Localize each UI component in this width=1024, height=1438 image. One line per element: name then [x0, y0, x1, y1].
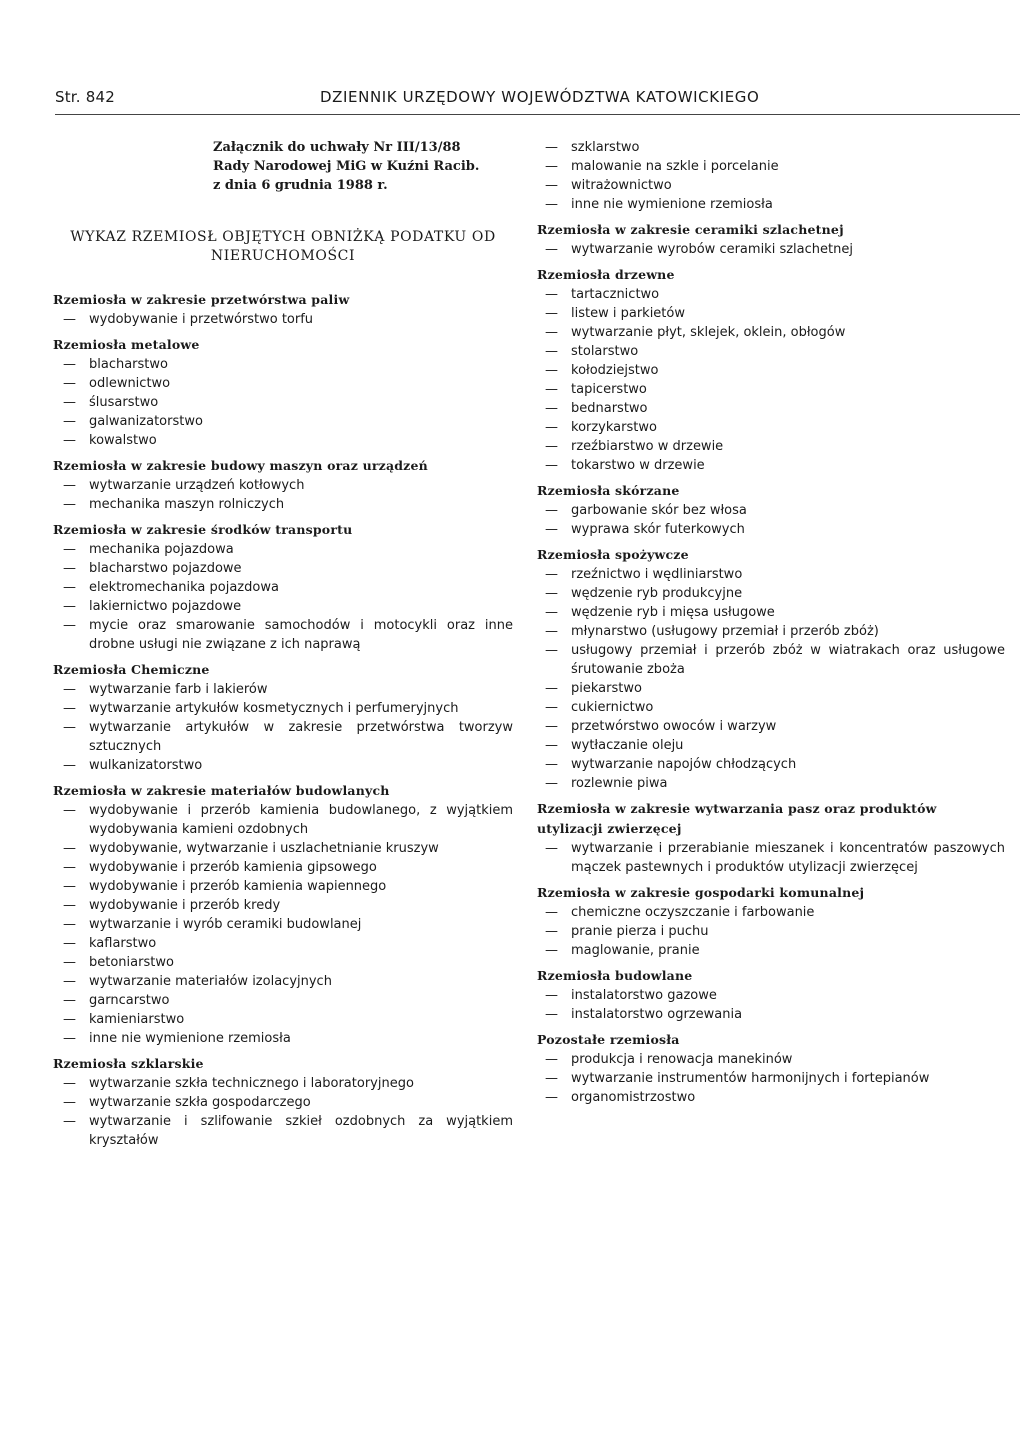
craft-item: — listew i parkietów	[537, 304, 1005, 323]
craft-list	[537, 138, 1005, 214]
craft-item: — wytwarzanie artykułów kosmetycznych i perfumeryjnych	[53, 699, 513, 718]
craft-list	[537, 240, 1005, 259]
craft-item: — rzeźnictwo i wędliniarstwo	[537, 565, 1005, 584]
craft-item: — wędzenie ryb i mięsa usługowe	[537, 603, 1005, 622]
craft-list	[53, 540, 513, 654]
section-heading: Rzemiosła spożywcze	[537, 547, 689, 562]
craft-item: — wytłaczanie oleju	[537, 736, 1005, 755]
section-heading: Rzemiosła w zakresie materiałów budowlanych	[53, 783, 390, 798]
craft-item: — betoniarstwo	[53, 953, 513, 972]
craft-item: — ślusarstwo	[53, 393, 513, 412]
section-heading: Rzemiosła metalowe	[53, 337, 200, 352]
craft-item: — stolarstwo	[537, 342, 1005, 361]
craft-section	[53, 660, 513, 775]
craft-section	[537, 966, 1005, 1024]
craft-item: — blacharstwo	[53, 355, 513, 374]
section-heading: Rzemiosła w zakresie przetwórstwa paliw	[53, 292, 350, 307]
craft-item: — usługowy przemiał i przerób zbóż w wiatrakach oraz usługowe śrutowanie zboża	[537, 641, 1005, 679]
craft-item: — bednarstwo	[537, 399, 1005, 418]
section-heading: Rzemiosła drzewne	[537, 267, 675, 282]
craft-list	[53, 476, 513, 514]
craft-item: — wytwarzanie urządzeń kotłowych	[53, 476, 513, 495]
left-column	[53, 138, 513, 1156]
craft-item: — wyprawa skór futerkowych	[537, 520, 1005, 539]
craft-item: — kaflarstwo	[53, 934, 513, 953]
craft-item: — korzykarstwo	[537, 418, 1005, 437]
craft-section	[53, 456, 513, 514]
craft-section	[53, 290, 513, 329]
craft-item: — wytwarzanie materiałów izolacyjnych	[53, 972, 513, 991]
craft-section	[537, 265, 1005, 475]
craft-item: — odlewnictwo	[53, 374, 513, 393]
craft-item: — wulkanizatorstwo	[53, 756, 513, 775]
section-heading: Rzemiosła w zakresie budowy maszyn oraz urządzeń	[53, 458, 428, 473]
craft-list	[53, 1074, 513, 1150]
craft-item: — wydobywanie i przerób kamienia wapiennego	[53, 877, 513, 896]
craft-item: — przetwórstwo owoców i warzyw	[537, 717, 1005, 736]
attachment-line: Załącznik do uchwały Nr III/13/88	[213, 140, 461, 155]
craft-item: — inne nie wymienione rzemiosła	[53, 1029, 513, 1048]
document-title: WYKAZ RZEMIOSŁ OBJĘTYCH OBNIŻKĄ PODATKU OD NIERUCHOMOŚCI	[70, 229, 496, 264]
section-heading: Rzemiosła w zakresie gospodarki komunalnej	[537, 885, 865, 900]
craft-item: — lakiernictwo pojazdowe	[53, 597, 513, 616]
craft-item: — wytwarzanie napojów chłodzących	[537, 755, 1005, 774]
craft-section	[537, 138, 1005, 214]
craft-item: — tapicerstwo	[537, 380, 1005, 399]
section-heading: Rzemiosła Chemiczne	[53, 662, 210, 677]
section-heading: Rzemiosła w zakresie wytwarzania pasz oraz produktów utylizacji zwierzęcej	[537, 801, 937, 836]
craft-list	[537, 839, 1005, 877]
craft-section	[537, 799, 1005, 877]
craft-item: — galwanizatorstwo	[53, 412, 513, 431]
craft-item: — instalatorstwo ogrzewania	[537, 1005, 1005, 1024]
craft-item: — malowanie na szkle i porcelanie	[537, 157, 1005, 176]
craft-list	[537, 903, 1005, 960]
craft-item: — wytwarzanie farb i lakierów	[53, 680, 513, 699]
craft-item: — kołodziejstwo	[537, 361, 1005, 380]
craft-section	[537, 1030, 1005, 1107]
craft-section	[537, 481, 1005, 539]
craft-item: — wydobywanie i przerób kredy	[53, 896, 513, 915]
craft-item: — blacharstwo pojazdowe	[53, 559, 513, 578]
craft-item: — wytwarzanie artykułów w zakresie przetwórstwa tworzyw sztucznych	[53, 718, 513, 756]
craft-item: — szklarstwo	[537, 138, 1005, 157]
craft-section	[53, 1054, 513, 1150]
craft-item: — instalatorstwo gazowe	[537, 986, 1005, 1005]
craft-list	[537, 565, 1005, 793]
craft-item: — cukiernictwo	[537, 698, 1005, 717]
craft-list	[53, 680, 513, 775]
section-heading: Rzemiosła budowlane	[537, 968, 693, 983]
craft-item: — młynarstwo (usługowy przemiał i przerób zbóż)	[537, 622, 1005, 641]
right-sections	[537, 138, 1005, 1107]
page-header	[55, 88, 1020, 110]
craft-item: — wydobywanie i przerób kamienia gipsowego	[53, 858, 513, 877]
craft-list	[537, 501, 1005, 539]
section-heading: Rzemiosła w zakresie środków transportu	[53, 522, 353, 537]
craft-item: — kamieniarstwo	[53, 1010, 513, 1029]
craft-item: — wytwarzanie i wyrób ceramiki budowlanej	[53, 915, 513, 934]
craft-item: — wytwarzanie wyrobów ceramiki szlachetnej	[537, 240, 1005, 259]
craft-item: — wytwarzanie i szlifowanie szkieł ozdobnych za wyjątkiem kryształów	[53, 1112, 513, 1150]
craft-section	[537, 220, 1005, 259]
craft-section	[53, 520, 513, 654]
attachment-note	[213, 138, 513, 195]
craft-item: — wytwarzanie szkła gospodarczego	[53, 1093, 513, 1112]
craft-item: — piekarstwo	[537, 679, 1005, 698]
craft-section	[537, 883, 1005, 960]
attachment-line: Rady Narodowej MiG w Kuźni Racib.	[213, 159, 480, 174]
craft-section	[53, 335, 513, 450]
craft-item: — maglowanie, pranie	[537, 941, 1005, 960]
craft-section	[53, 781, 513, 1048]
page-number: Str. 842	[55, 88, 115, 106]
craft-item: — wytwarzanie instrumentów harmonijnych i fortepianów	[537, 1069, 1005, 1088]
craft-list	[537, 1050, 1005, 1107]
left-sections	[53, 290, 513, 1150]
craft-item: — produkcja i renowacja manekinów	[537, 1050, 1005, 1069]
craft-item: — rzeźbiarstwo w drzewie	[537, 437, 1005, 456]
craft-item: — witrażownictwo	[537, 176, 1005, 195]
craft-item: — wędzenie ryb produkcyjne	[537, 584, 1005, 603]
attachment-line: z dnia 6 grudnia 1988 r.	[213, 178, 388, 193]
right-column	[537, 138, 1005, 1113]
journal-title: DZIENNIK URZĘDOWY WOJEWÓDZTWA KATOWICKIEGO	[320, 88, 760, 106]
craft-item: — organomistrzostwo	[537, 1088, 1005, 1107]
craft-item: — wydobywanie, wytwarzanie i uszlachetnianie kruszyw	[53, 839, 513, 858]
section-heading: Rzemiosła skórzane	[537, 483, 680, 498]
craft-item: — tartacznictwo	[537, 285, 1005, 304]
craft-item: — mycie oraz smarowanie samochodów i motocykli oraz inne drobne usługi nie związane z ich naprawą	[53, 616, 513, 654]
craft-list	[537, 285, 1005, 475]
craft-item: — wytwarzanie i przerabianie mieszanek i koncentratów paszowych mączek pastewnych i produktów utylizacji zwierzęcej	[537, 839, 1005, 877]
section-heading: Rzemiosła w zakresie ceramiki szlachetnej	[537, 222, 844, 237]
craft-list	[53, 801, 513, 1048]
craft-item: — pranie pierza i puchu	[537, 922, 1005, 941]
craft-item: — inne nie wymienione rzemiosła	[537, 195, 1005, 214]
section-heading: Rzemiosła szklarskie	[53, 1056, 204, 1071]
craft-item: — wytwarzanie szkła technicznego i laboratoryjnego	[53, 1074, 513, 1093]
craft-item: — garbowanie skór bez włosa	[537, 501, 1005, 520]
header-rule	[55, 114, 1020, 115]
craft-item: — kowalstwo	[53, 431, 513, 450]
section-heading: Pozostałe rzemiosła	[537, 1032, 680, 1047]
craft-item: — chemiczne oczyszczanie i farbowanie	[537, 903, 1005, 922]
craft-item: — elektromechanika pojazdowa	[53, 578, 513, 597]
craft-item: — garncarstwo	[53, 991, 513, 1010]
craft-item: — wytwarzanie płyt, sklejek, oklein, obłogów	[537, 323, 1005, 342]
craft-list	[537, 986, 1005, 1024]
craft-item: — tokarstwo w drzewie	[537, 456, 1005, 475]
craft-item: — wydobywanie i przetwórstwo torfu	[53, 310, 513, 329]
craft-item: — rozlewnie piwa	[537, 774, 1005, 793]
craft-list	[53, 355, 513, 450]
craft-item: — mechanika pojazdowa	[53, 540, 513, 559]
craft-section	[537, 545, 1005, 793]
craft-list	[53, 310, 513, 329]
craft-item: — wydobywanie i przerób kamienia budowlanego, z wyjątkiem wydobywania kamieni ozdobnych	[53, 801, 513, 839]
craft-item: — mechanika maszyn rolniczych	[53, 495, 513, 514]
